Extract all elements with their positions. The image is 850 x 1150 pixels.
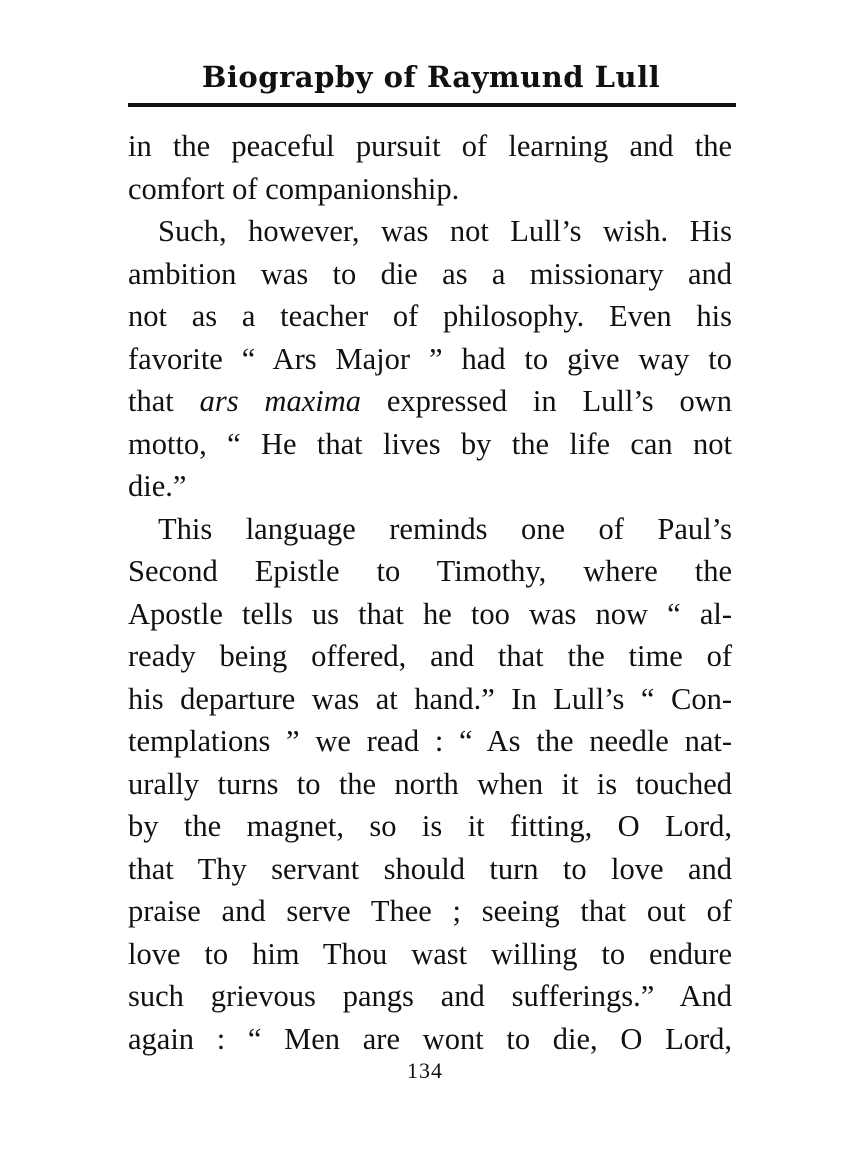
running-title: Biograpby of Raymund Lull: [201, 60, 661, 94]
text-line: favorite “ Ars Major ” had to give way to: [128, 341, 732, 376]
text-line: in the peaceful pursuit of learning and the: [128, 129, 732, 163]
text-fragment: that: [128, 384, 174, 418]
text-line: by the magnet, so is it fitting, O Lord,: [128, 809, 732, 843]
body-text: [128, 125, 732, 1060]
text-line: Apostle tells us that he too was now “ al-: [128, 596, 732, 631]
text-line: praise and serve Thee ; seeing that out of: [128, 894, 732, 928]
text-line: ambition was to die as a missionary and: [128, 256, 732, 291]
text-line: This language reminds one of Paul’s: [158, 511, 732, 546]
text-line: his departure was at hand.” In Lull’s “ Con-: [128, 681, 732, 716]
text-line: comfort of companionship.: [128, 171, 460, 206]
text-line: that Thy servant should turn to love and: [128, 851, 732, 886]
text-line: urally turns to the north when it is touched: [128, 766, 732, 801]
text-fragment: expressed in Lull’s own: [386, 384, 733, 418]
text-line: love to him Thou wast willing to endure: [128, 936, 732, 971]
text-line: templations ” we read : “ As the needle nat-: [128, 724, 732, 758]
page-number: 134: [407, 1058, 443, 1083]
text-line: Second Epistle to Timothy, where the: [128, 554, 732, 588]
text-line: motto, “ He that lives by the life can not: [128, 426, 732, 461]
text-line: ready being offered, and that the time of: [128, 639, 732, 673]
text-line: such grievous pangs and sufferings.” And: [128, 979, 732, 1013]
text-line: again : “ Men are wont to die, O Lord,: [128, 1021, 732, 1056]
text-line-mixed: [128, 380, 732, 423]
text-line: Such, however, was not Lull’s wish. His: [158, 214, 732, 248]
text-line: not as a teacher of philosophy. Even his: [128, 299, 732, 333]
text-line: die.”: [128, 469, 187, 503]
italic-phrase: ars maxima: [199, 384, 361, 418]
header-rule: [128, 103, 736, 107]
